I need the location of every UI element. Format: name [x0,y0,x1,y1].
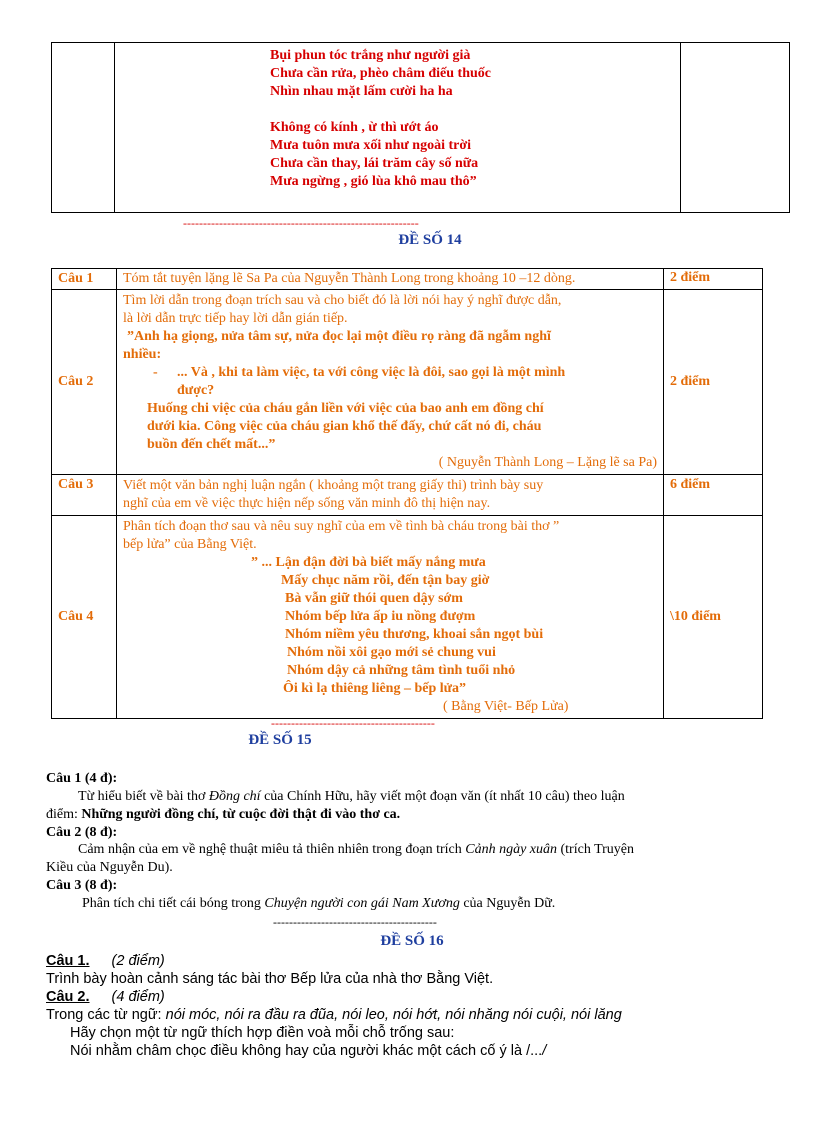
work-title: Đồng chí [208,788,261,804]
quote-bullet [123,364,657,382]
question-score: \10 điểm [664,516,763,719]
quote-line: ... Và , khi ta làm việc, ta với công việc là đôi, sao gọi là một mình [177,365,566,380]
question-line: bếp lửa” của Bằng Việt. [123,537,257,552]
question-heading: Câu 3 (8 đ): [46,878,118,893]
quote-line: dưới kia. Công việc của cháu gian khổ thế đấy, chứ cất nó đi, cháu [147,419,542,434]
poem-line: Bà vẫn giữ thói quen dậy sớm [285,591,463,606]
table-row [52,475,763,516]
text: / [542,1043,547,1059]
poem-line [270,101,680,119]
poem-line: ” ... Lận đận đời bà biết mấy nắng mưa [251,555,486,570]
question-heading [46,988,776,1006]
question-text [46,895,766,913]
poem-line: Ôi kì lạ thiêng liêng – bếp lửa” [283,681,467,696]
question-line: Viết một văn bản nghị luận ngắn ( khoảng một trang giấy thi) trình bày suy [123,478,544,493]
question-number: Câu 2. [46,989,90,1005]
question-text [46,841,766,859]
bullet-mark: - [153,365,158,380]
question-line: Tìm lời dẫn trong đoạn trích sau và cho biết đó là lời nói hay ý nghĩ được dẫn, [123,293,562,308]
question-text [117,475,664,516]
quote-source: ( Nguyễn Thành Long – Lặng lẽ sa Pa) [438,455,657,470]
question-line: nghĩ của em về việc thực hiện nếp sống văn minh đô thị hiện nay. [123,496,491,511]
text: Nói nhằm châm chọc điều không hay của người khác một cách cố ý là /... [70,1043,543,1059]
quote-line: nhiều: [123,347,162,362]
work-title: Chuyện người con gái Nam Xương [264,895,460,911]
poem-line: Bụi phun tóc trắng như người già [270,48,471,63]
table-row [52,290,763,475]
question-score: (2 điểm) [111,953,165,969]
poem-line: Không có kính , ừ thì ướt áo [270,120,439,135]
poem-line: Nhìn nhau mặt lấm cười ha ha [270,84,453,99]
table-row [52,516,763,719]
quote-line: Huống chi việc của cháu gắn liền với việc của bao anh em đồng chí [147,401,544,416]
thesis: Những người đồng chí, từ cuộc đời thật đi vào thơ ca. [81,806,401,822]
question-label: Câu 1 [52,269,117,290]
question-heading: Câu 1 (4 đ): [46,771,118,786]
question-score: (4 điểm) [111,989,165,1005]
question-text [46,1042,776,1060]
text: (trích Truyện [557,842,634,857]
text: Trong các từ ngữ: [46,1007,166,1023]
text: của Chính Hữu, hãy viết một đoạn văn (ít nhất 10 câu) theo luận [260,788,625,804]
poem-table-col2 [115,43,681,213]
text: Từ hiểu biết về bài thơ [78,788,209,804]
question-number: Câu 1. [46,953,90,969]
poem-table [51,42,790,213]
section-title-16: ĐỀ SỐ 16 [380,933,444,949]
question-text [46,788,766,806]
text: Phân tích chi tiết cái bóng trong [82,895,265,911]
text: Cảm nhận của em về nghệ thuật miêu tả thiên nhiên trong đoạn trích [78,842,466,857]
section-title-15: ĐỀ SỐ 15 [248,732,312,748]
poem-line: Nhóm dậy cả những tâm tình tuổi nhỏ [287,663,516,678]
question-line: Tóm tắt tuyện lặng lẽ Sa Pa của Nguyễn Thành Long trong khoảng 10 –12 dòng. [123,271,576,286]
question-score: 2 điểm [664,290,763,475]
separator: ----------------------------------------- [273,915,437,929]
separator: ----------------------------------------------------------- [183,216,419,230]
word-list: nói móc, nói ra đầu ra đũa, nói leo, nói hớt, nói nhăng nói cuội, nói lăng [165,1007,622,1023]
question-text: Trình bày hoàn cảnh sáng tác bài thơ Bếp lửa của nhà thơ Bằng Việt. [46,971,494,987]
question-heading: Câu 2 (8 đ): [46,824,118,840]
exam-section-15 [46,770,766,913]
question-text [117,290,664,475]
question-text [46,1006,776,1024]
text: điểm: [46,806,82,822]
question-text [117,269,664,290]
question-line: Phân tích đoạn thơ sau và nêu suy nghĩ của em về tình bà cháu trong bài thơ ” [123,519,560,534]
question-score: 2 điểm [664,269,763,290]
table-row [52,269,763,290]
work-title: Cảnh ngày xuân [465,842,557,857]
question-text: Hãy chọn một từ ngữ thích hợp điền voà mỗi chỗ trống sau: [70,1025,455,1041]
exam-section-16 [46,952,776,1060]
poem-line: Mưa tuôn mưa xối như ngoài trời [270,138,471,153]
poem-line: Nhóm niềm yêu thương, khoai sắn ngọt bùi [285,627,544,642]
poem-line: Mấy chục năm rồi, đến tận bay giờ [281,573,490,588]
exam-table-14 [51,268,763,719]
quote-line: buồn đến chết mất...” [147,437,276,452]
separator: ----------------------------------------- [271,716,435,730]
question-score: 6 điểm [664,475,763,516]
quote-line: được? [177,383,215,398]
question-line: là lời dẫn trực tiếp hay lời dẫn gián tiếp. [123,311,348,326]
question-text [117,516,664,719]
poem-table-col3 [681,43,790,213]
poem-table-col1 [52,43,115,213]
poem-line: Nhóm bếp lửa ấp iu nồng đượm [285,609,476,624]
poem-line: Chưa cần rửa, phèo châm điếu thuốc [270,66,491,81]
quote-line: ”Anh hạ giọng, nửa tâm sự, nửa đọc lại một điều rọ ràng đã ngẫm nghĩ [127,329,551,344]
question-text: Kiều của Nguyễn Du). [46,860,173,875]
section-title-14: ĐỀ SỐ 14 [398,232,462,248]
question-label: Câu 4 [52,516,117,719]
poem-source: ( Bằng Việt- Bếp Lửa) [443,699,569,714]
text: của Nguyễn Dữ. [459,895,556,911]
question-label: Câu 3 [52,475,117,516]
question-heading [46,952,776,970]
question-text [46,806,766,824]
question-label: Câu 2 [52,290,117,475]
poem-line: Mưa ngừng , gió lùa khô mau thô” [270,174,477,189]
poem-line: Nhóm nồi xôi gạo mới sẻ chung vui [287,645,496,660]
poem-line: Chưa cần thay, lái trăm cây số nữa [270,156,479,171]
